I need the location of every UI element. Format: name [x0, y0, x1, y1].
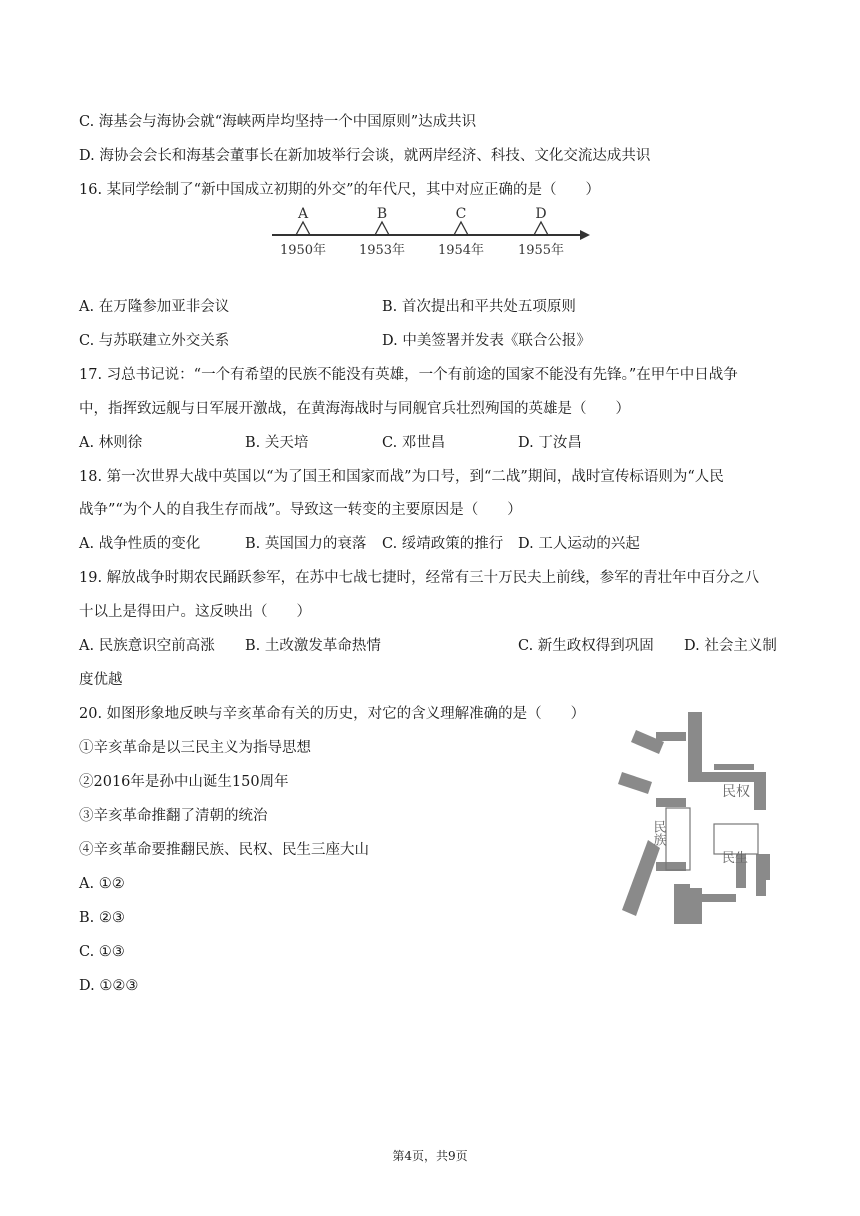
q18-option-c[interactable]: C. 绥靖政策的推行 [382, 536, 504, 552]
timeline-marker-a [280, 206, 326, 258]
q16-option-d[interactable]: D. 中美签署并发表《联合公报》 [382, 333, 591, 349]
figure-label-minzu: 民族 [650, 820, 666, 846]
q20-stem: 20. 如图形象地反映与辛亥革命有关的历史，对它的含义理解准确的是（ ） [79, 706, 586, 722]
figure-label-minquan: 民权 [722, 784, 750, 800]
q17-option-b[interactable]: B. 关天培 [245, 435, 309, 451]
q16-stem: 16. 某同学绘制了“新中国成立初期的外交”的年代尺，其中对应正确的是（ ） [79, 182, 600, 198]
q19-option-a[interactable]: A. 民族意识空前高涨 [79, 638, 215, 654]
q16-option-a[interactable]: A. 在万隆参加亚非会议 [79, 299, 230, 315]
q17-stem-line2: 中，指挥致远舰与日军展开激战，在黄海海战时与同舰官兵壮烈殉国的英雄是（ ） [79, 401, 630, 417]
q18-stem-line2: 战争”“为个人的自我生存而战”。导致这一转变的主要原因是（ ） [79, 502, 522, 518]
q17-option-c[interactable]: C. 邓世昌 [382, 435, 446, 451]
timeline-letter: C [455, 206, 467, 222]
q15-option-c: C. 海基会与海协会就“海峡两岸均坚持一个中国原则”达成共识 [79, 114, 477, 130]
q18-option-a[interactable]: A. 战争性质的变化 [79, 536, 201, 552]
figure-label-minsheng: 民生 [722, 851, 749, 866]
timeline-year: 1954年 [437, 243, 485, 258]
timeline-marker-b [359, 206, 405, 258]
page-footer: 第4页，共9页 [392, 1149, 468, 1163]
timeline-year: 1950年 [279, 243, 327, 258]
q20-statement-4: ④辛亥革命要推翻民族、民权、民生三座大山 [79, 842, 369, 858]
timeline-marker-c [438, 206, 484, 258]
q20-option-b[interactable]: B. ②③ [79, 910, 125, 926]
timeline-marker-d [518, 206, 564, 258]
timeline-year: 1953年 [358, 243, 406, 258]
timeline-letter: D [535, 206, 547, 222]
q16-timeline-ruler [268, 204, 594, 260]
q17-option-a[interactable]: A. 林则徐 [79, 435, 143, 451]
timeline-letter: A [297, 206, 309, 222]
q17-stem-line1: 17. 习总书记说：“一个有希望的民族不能没有英雄，一个有前途的国家不能没有先锋。”在甲午中日战争 [79, 367, 738, 383]
q17-option-d[interactable]: D. 丁汝昌 [518, 435, 582, 451]
q20-statement-2: ②2016年是孙中山诞生150周年 [79, 774, 289, 790]
q20-option-c[interactable]: C. ①③ [79, 944, 125, 960]
q19-option-c[interactable]: C. 新生政权得到巩固 [518, 638, 654, 654]
q20-option-d[interactable]: D. ①②③ [79, 978, 139, 994]
q19-option-d[interactable]: D. 社会主义制 [684, 638, 777, 654]
q20-statement-3: ③辛亥革命推翻了清朝的统治 [79, 808, 268, 824]
q20-statement-1: ①辛亥革命是以三民主义为指导思想 [79, 740, 311, 756]
q16-option-b[interactable]: B. 首次提出和平共处五项原则 [382, 299, 576, 315]
qing-character-strokes [618, 712, 770, 924]
timeline-letter: B [376, 206, 388, 222]
q18-stem-line1: 18. 第一次世界大战中英国以“为了国王和国家而战”为口号，到“二战”期间，战时宣传标语则为“人民 [79, 469, 724, 485]
q20-option-a[interactable]: A. ①② [79, 876, 125, 892]
q19-stem-line1: 19. 解放战争时期农民踊跃参军，在苏中七战七捷时，经常有三十万民夫上前线，参军的青壮年中百分之八 [79, 570, 760, 586]
q20-qing-character-figure [618, 702, 776, 924]
q18-option-b[interactable]: B. 英国国力的衰落 [245, 536, 367, 552]
q19-stem-line2: 十以上是得田户。这反映出（ ） [79, 604, 311, 620]
q18-option-d[interactable]: D. 工人运动的兴起 [518, 536, 640, 552]
q19-option-d-continued: 度优越 [79, 672, 123, 688]
q15-option-d: D. 海协会会长和海基会董事长在新加坡举行会谈，就两岸经济、科技、文化交流达成共识 [79, 148, 651, 164]
q19-option-b[interactable]: B. 土改激发革命热情 [245, 638, 381, 654]
timeline-year: 1955年 [517, 243, 565, 258]
q16-option-c[interactable]: C. 与苏联建立外交关系 [79, 333, 230, 349]
